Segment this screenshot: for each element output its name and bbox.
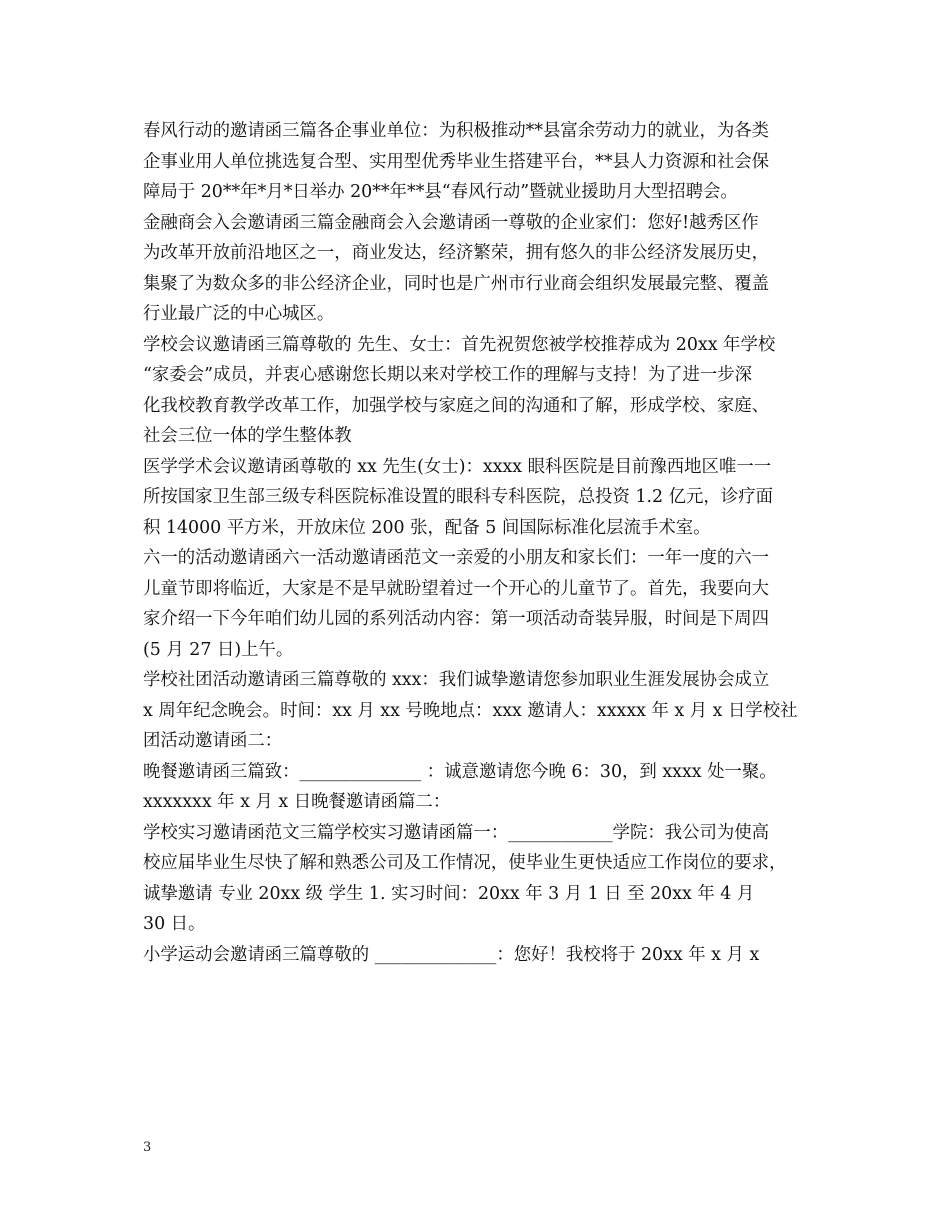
text-line: xxxxxxx 年 x 月 x 日晚餐邀请函篇二： [143, 792, 451, 812]
paragraph-finance-chamber-invitation [143, 208, 833, 330]
text-line: 家介绍一下今年咱们幼儿园的系列活动内容：第一项活动奇装异服，时间是下周四 [143, 609, 770, 629]
paragraph-internship-invitation [143, 818, 833, 940]
page-number: 3 [143, 1140, 152, 1155]
text-line: (5 月 27 日)上午。 [143, 639, 294, 660]
text-line: 学校社团活动邀请函三篇尊敬的 xxx：我们诚挚邀请您参加职业生涯发展协会成立 [143, 670, 770, 690]
text-line: 团活动邀请函二： [143, 731, 283, 751]
paragraph-sports-meet-invitation [143, 940, 833, 971]
paragraph-medical-conference-invitation [143, 452, 833, 544]
text-line: 儿童节即将临近，大家是不是早就盼望着过一个开心的儿童节了。首先，我要向大 [143, 578, 770, 599]
paragraph-spring-wind-invitation [143, 116, 833, 208]
text-line: 医学学术会议邀请函尊敬的 xx 先生(女士)：xxxx 眼科医院是目前豫西地区唯一一 [143, 456, 772, 477]
text-line: 学校会议邀请函三篇尊敬的 先生、女士：首先祝贺您被学校推荐成为 20xx 年学校 [143, 334, 776, 355]
text-line: 六一的活动邀请函六一活动邀请函范文一亲爱的小朋友和家长们：一年一度的六一 [143, 548, 770, 568]
text-line: 晚餐邀请函三篇致：______________ ：诚意邀请您今晚 6：30，到 xxxx 处一聚。 [143, 761, 777, 782]
text-line: 金融商会入会邀请函三篇金融商会入会邀请函一尊敬的企业家们：您好!越秀区作 [143, 212, 759, 233]
text-line: 30 日。 [143, 914, 206, 934]
paragraph-dinner-invitation [143, 757, 833, 818]
text-line: 社会三位一体的学生整体教 [143, 426, 352, 446]
text-line: 行业最广泛的中心城区。 [143, 304, 335, 324]
text-line: x 周年纪念晚会。时间：xx 月 xx 号晚地点：xxx 邀请人：xxxxx 年 x 月 x 日学校社 [143, 700, 798, 721]
paragraph-club-activity-invitation [143, 665, 833, 757]
text-line: “家委会”成员，并衷心感谢您长期以来对学校工作的理解与支持！为了进一步深 [143, 365, 753, 385]
text-line: 障局于 20**年*月*日举办 20**年**县“春风行动”暨就业援助月大型招聘会。 [143, 182, 738, 202]
text-line: 诚挚邀请 专业 20xx 级 学生 1. 实习时间：20xx 年 3 月 1 日 至 20xx 年 4 月 [143, 883, 755, 904]
text-line: 学校实习邀请函范文三篇学校实习邀请函篇一：____________学院：我公司为使高 [143, 822, 770, 843]
text-line: 春风行动的邀请函三篇各企事业单位：为积极推动**县富余劳动力的就业，为各类 [143, 121, 770, 141]
paragraph-childrens-day-invitation [143, 543, 833, 665]
text-line: 小学运动会邀请函三篇尊敬的 ______________：您好！我校将于 20xx 年 x 月 x [143, 944, 760, 965]
paragraph-school-meeting-invitation [143, 330, 833, 452]
text-line: 积 14000 平方米，开放床位 200 张，配备 5 间国际标准化层流手术室。 [143, 517, 711, 538]
text-line: 校应届毕业生尽快了解和熟悉公司及工作情况，使毕业生更快适应工作岗位的要求， [143, 853, 787, 873]
text-line: 化我校教育教学改革工作，加强学校与家庭之间的沟通和了解，形成学校、家庭、 [143, 395, 770, 416]
text-line: 为改革开放前沿地区之一，商业发达，经济繁荣，拥有悠久的非公经济发展历史， [143, 243, 770, 263]
document-body [143, 116, 833, 970]
text-line: 企事业用人单位挑选复合型、实用型优秀毕业生搭建平台，**县人力资源和社会保 [143, 151, 770, 172]
text-line: 所按国家卫生部三级专科医院标准设置的眼科专科医院，总投资 1.2 亿元，诊疗面 [143, 487, 773, 507]
text-line: 集聚了为数众多的非公经济企业，同时也是广州市行业商会组织发展最完整、覆盖 [143, 273, 770, 294]
